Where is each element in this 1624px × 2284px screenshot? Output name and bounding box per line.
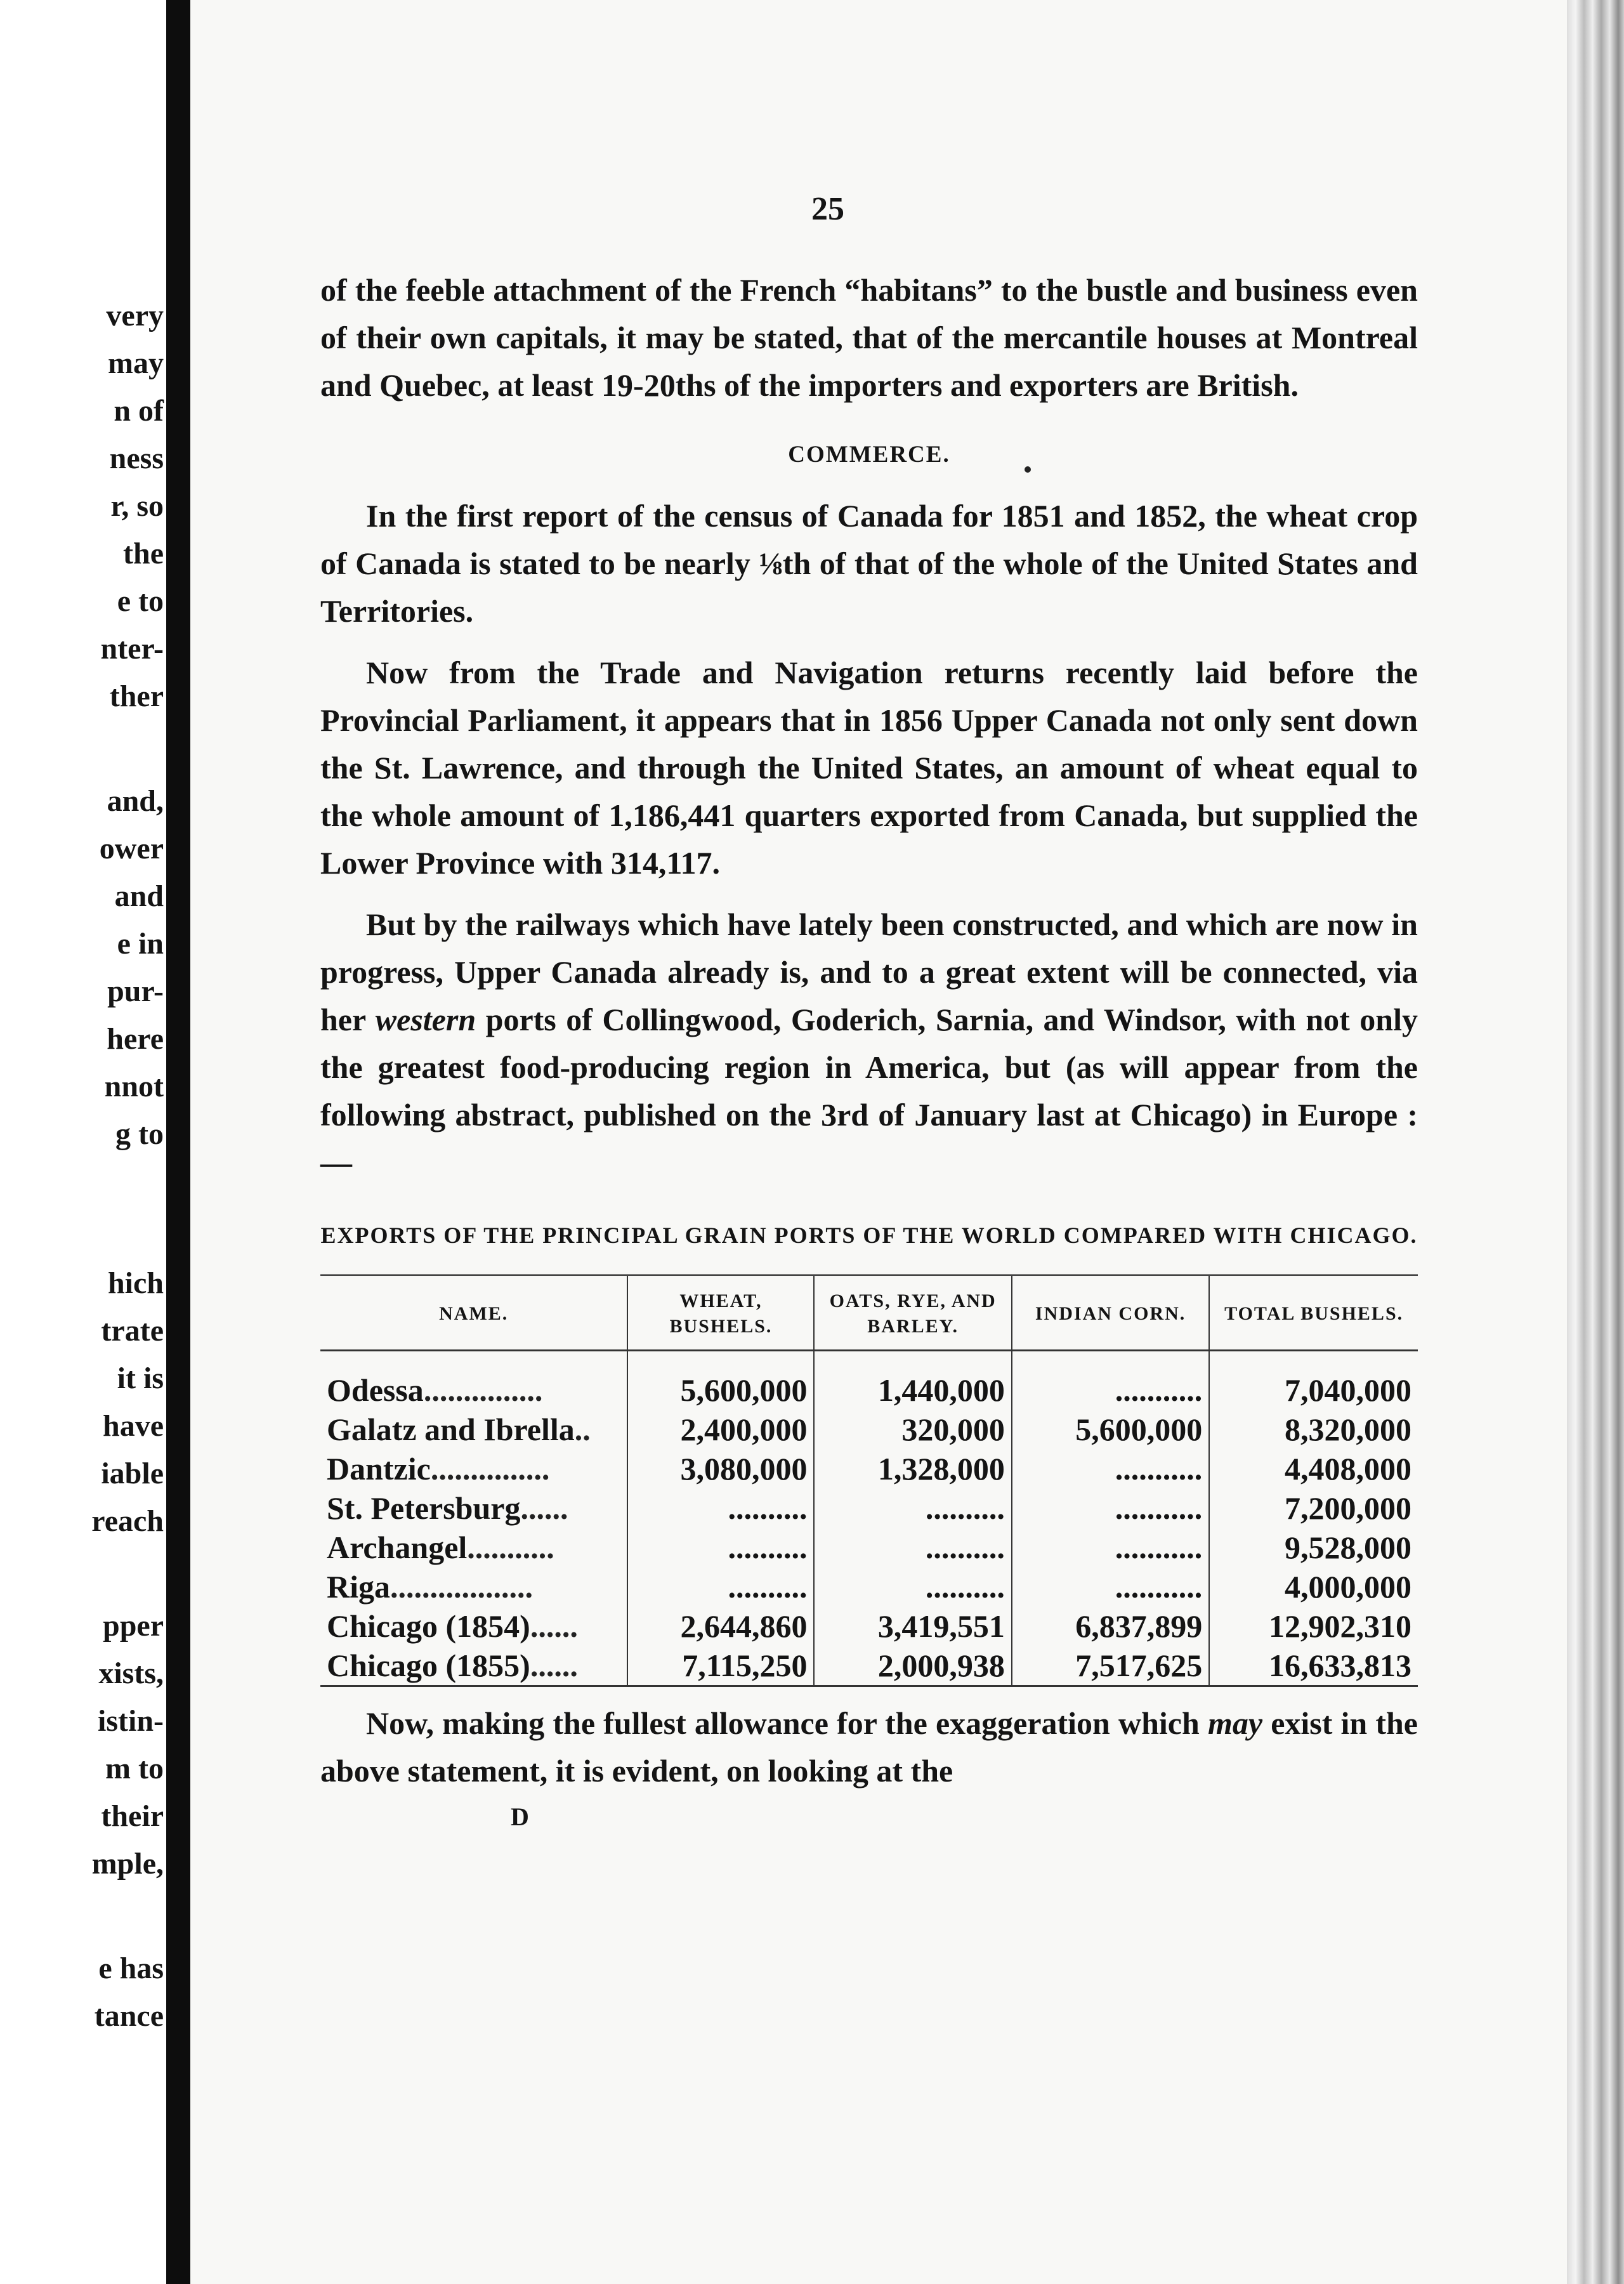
left-page-line: very: [106, 299, 164, 332]
left-page-line: istin-: [97, 1704, 164, 1738]
cell-oats: 2,000,938: [814, 1646, 1011, 1686]
left-page-line: xists,: [98, 1657, 164, 1690]
dot-leader: ...............: [423, 1372, 543, 1408]
table-row: [320, 1646, 1418, 1686]
table-row: [320, 1488, 1418, 1528]
railways-text-before: But by the railways which have lately been constructed, and which are now in progress, Upper Canada already is, and to a great extent will be connected, via her: [320, 907, 1418, 1037]
cell-corn: ...........: [1012, 1488, 1209, 1528]
cell-name: [320, 1606, 627, 1646]
left-page-line: nter-: [100, 632, 164, 666]
railways-text-after: ports of Collingwood, Goderich, Sarnia, and Windsor, with not only the greatest food-producing region in America, but (as will appear from the following abstract, published on the 3rd of January last at Chicago) in Europe :—: [320, 1002, 1418, 1180]
cell-oats: ..........: [814, 1488, 1011, 1528]
table-row: [320, 1606, 1418, 1646]
railways-paragraph: [320, 901, 1418, 1186]
closing-text-before: Now, making the fullest allowance for the exaggeration which: [366, 1705, 1200, 1741]
cell-corn: ...........: [1012, 1449, 1209, 1488]
left-page-line: the: [123, 537, 164, 570]
table-caption: EXPORTS OF THE PRINCIPAL GRAIN PORTS OF THE WORLD COMPARED WITH CHICAGO.: [320, 1223, 1418, 1248]
left-page-line: and,: [107, 784, 164, 818]
trade-paragraph: Now from the Trade and Navigation returns recently laid before the Provincial Parliament, it appears that in 1856 Upper Canada not only sent down the St. Lawrence, and through the United States, an amount of wheat equal to the whole amount of 1,186,441 quarters exported from Canada, but supplied the Lower Province with 314,117.: [320, 655, 1418, 881]
cell-name: [320, 1351, 627, 1410]
table-row: [320, 1567, 1418, 1606]
left-page-line: it is: [117, 1362, 164, 1395]
cell-oats: 320,000: [814, 1410, 1011, 1449]
table-row: [320, 1449, 1418, 1488]
left-page-line: m to: [105, 1752, 164, 1785]
cell-total: 9,528,000: [1209, 1528, 1418, 1567]
grain-exports-table: [320, 1274, 1418, 1687]
cell-wheat: 2,644,860: [627, 1606, 814, 1646]
left-page-line: here: [107, 1022, 164, 1056]
cell-wheat: 3,080,000: [627, 1449, 814, 1488]
left-page-line: iable: [101, 1457, 164, 1490]
cell-name: [320, 1449, 627, 1488]
cell-corn: ...........: [1012, 1528, 1209, 1567]
railways-emphasis: western: [375, 1002, 476, 1037]
left-page-line: e to: [117, 584, 164, 618]
left-page-line: their: [101, 1799, 164, 1833]
port-name: Archangel: [327, 1530, 468, 1565]
header-oats-rye-barley: OATS, RYE, AND BARLEY.: [814, 1275, 1011, 1351]
dot-leader: ...............: [430, 1451, 550, 1487]
left-page-line: r, so: [110, 489, 164, 523]
dot-leader: ..: [574, 1412, 591, 1447]
dot-leader: ...........: [467, 1530, 554, 1565]
left-page-line: reach: [91, 1504, 164, 1538]
cell-name: [320, 1488, 627, 1528]
cell-total: 8,320,000: [1209, 1410, 1418, 1449]
cell-wheat: 7,115,250: [627, 1646, 814, 1686]
page-edge-shadow: [1567, 0, 1624, 2284]
left-page-line: ness: [109, 442, 164, 475]
dot-leader: ......: [520, 1490, 568, 1526]
left-page-line: tance: [94, 1999, 164, 2033]
left-page-line: and: [114, 879, 164, 913]
left-page-line: n of: [114, 394, 164, 428]
cell-wheat: 2,400,000: [627, 1410, 814, 1449]
cell-name: [320, 1567, 627, 1606]
port-name: Chicago (1855): [327, 1648, 530, 1683]
port-name: St. Petersburg: [327, 1490, 521, 1526]
table-row: [320, 1528, 1418, 1567]
cell-total: 7,200,000: [1209, 1488, 1418, 1528]
left-page-line: nnot: [104, 1070, 164, 1103]
section-heading: COMMERCE.: [788, 442, 950, 468]
cell-wheat: 5,600,000: [627, 1351, 814, 1410]
cell-corn: 5,600,000: [1012, 1410, 1209, 1449]
cell-oats: 3,419,551: [814, 1606, 1011, 1646]
left-page-line: pur-: [107, 975, 164, 1008]
page-number: 25: [811, 191, 844, 227]
cell-total: 7,040,000: [1209, 1351, 1418, 1410]
signature-mark: D: [511, 1802, 529, 1831]
cell-name: [320, 1646, 627, 1686]
header-name: NAME.: [320, 1275, 627, 1351]
cell-corn: ...........: [1012, 1351, 1209, 1410]
left-page-line: e in: [117, 927, 164, 961]
header-total: TOTAL BUSHELS.: [1209, 1275, 1418, 1351]
cell-total: 12,902,310: [1209, 1606, 1418, 1646]
left-page-line: trate: [101, 1314, 164, 1348]
dot-leader: ......: [530, 1608, 578, 1644]
table-row: [320, 1410, 1418, 1449]
left-page-line: hich: [107, 1266, 164, 1300]
cell-corn: ...........: [1012, 1567, 1209, 1606]
cell-wheat: ..........: [627, 1528, 814, 1567]
port-name: Chicago (1854): [327, 1608, 530, 1644]
closing-paragraph: [320, 1700, 1418, 1795]
port-name: Galatz and Ibrella: [327, 1412, 575, 1447]
census-paragraph: In the first report of the census of Canada for 1851 and 1852, the wheat crop of Canada is stated to be nearly ⅛th of that of the whole of the United States and Territories.: [320, 498, 1418, 629]
cell-corn: 6,837,899: [1012, 1606, 1209, 1646]
page-content: [320, 184, 1418, 1839]
cell-total: 4,408,000: [1209, 1449, 1418, 1488]
intro-paragraph: of the feeble attachment of the French “habitans” to the bustle and business even of their own capitals, it may be stated, that of the mercantile houses at Montreal and Quebec, at least 19-20ths of the importers and exporters are British.: [320, 272, 1418, 403]
port-name: Odessa: [327, 1372, 424, 1408]
table-header-row: [320, 1275, 1418, 1351]
header-indian-corn: INDIAN CORN.: [1012, 1275, 1209, 1351]
cell-wheat: ..........: [627, 1488, 814, 1528]
dot-leader: ......: [530, 1648, 578, 1683]
dot-leader: ..................: [390, 1569, 533, 1605]
left-facing-page: [0, 0, 166, 2284]
table-body: [320, 1351, 1418, 1686]
left-page-line: have: [103, 1409, 164, 1443]
cell-name: [320, 1410, 627, 1449]
cell-oats: 1,328,000: [814, 1449, 1011, 1488]
left-page-line: pper: [103, 1609, 164, 1643]
cell-corn: 7,517,625: [1012, 1646, 1209, 1686]
cell-oats: ..........: [814, 1567, 1011, 1606]
book-gutter: [166, 0, 190, 2284]
closing-emphasis: may: [1207, 1705, 1263, 1741]
left-page-line: ther: [109, 679, 164, 713]
header-wheat: WHEAT, BUSHELS.: [627, 1275, 814, 1351]
port-name: Dantzic: [327, 1451, 431, 1487]
closing-text-after: exist in the above statement, it is evident, on looking at the: [320, 1705, 1418, 1788]
cell-name: [320, 1528, 627, 1567]
left-page-line: may: [108, 346, 164, 380]
cell-oats: ..........: [814, 1528, 1011, 1567]
table-row: [320, 1351, 1418, 1410]
left-page-line: ower: [99, 832, 164, 865]
cell-oats: 1,440,000: [814, 1351, 1011, 1410]
port-name: Riga: [327, 1569, 390, 1605]
left-page-line: g to: [115, 1117, 164, 1151]
cell-wheat: ..........: [627, 1567, 814, 1606]
cell-total: 16,633,813: [1209, 1646, 1418, 1686]
left-page-line: e has: [98, 1952, 164, 1985]
left-page-line: mple,: [91, 1847, 164, 1880]
cell-total: 4,000,000: [1209, 1567, 1418, 1606]
